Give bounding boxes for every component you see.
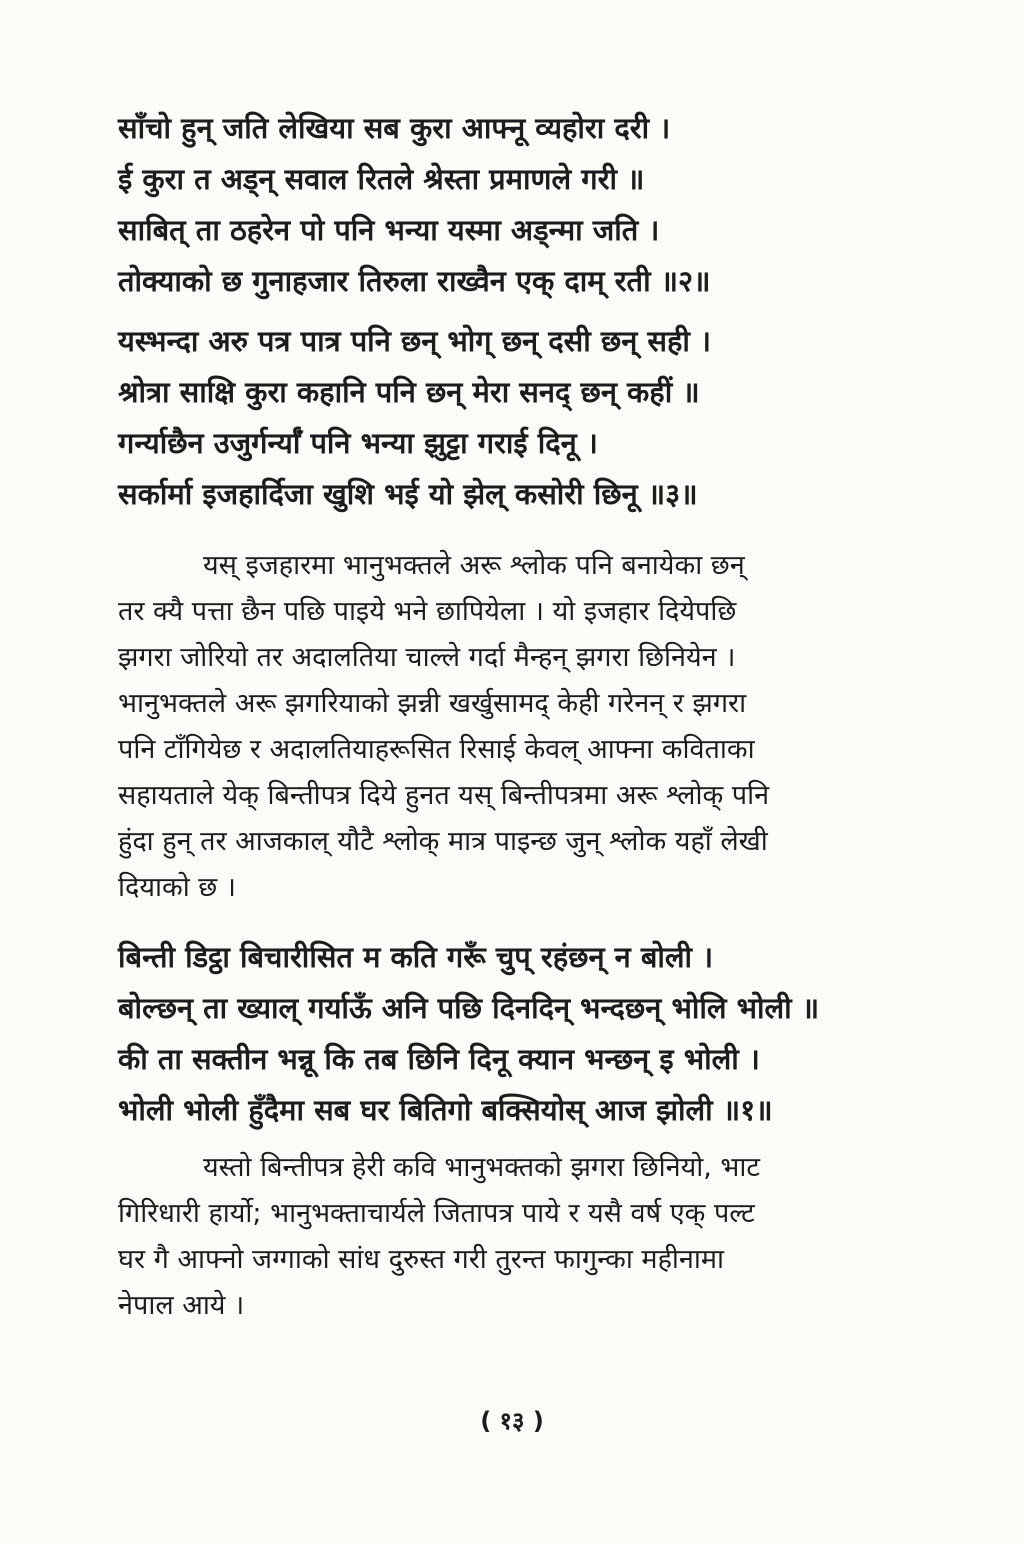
paragraph-1 — [118, 543, 910, 911]
verse-line: तोक्याको छ गुनाहजार तिरुला राख्वैन एक् दाम् रती ॥२॥ — [118, 264, 711, 298]
paragraph-line: तर क्यै पत्ता छैन पछि पाइये भने छापियेला । यो इजहार दियेपछि — [118, 596, 737, 627]
verse-line: साबित् ता ठहरेन पो पनि भन्या यस्मा अड्न्मा जति । — [118, 213, 660, 247]
verse-line: भोली भोली हुँदैमा सब घर बितिगो बक्सियोस् आज झोली ॥१॥ — [118, 1093, 773, 1127]
verse-line: बोल्छन् ता ख्याल् गर्याऊँ अनि पछि दिनदिन् भन्दछन् भोलि भोली ॥ — [118, 991, 820, 1025]
verse-line: श्रोत्रा साक्षि कुरा कहानि पनि छन् मेरा सनद् छन् कहीं ॥ — [118, 375, 700, 409]
verse-line: ई कुरा त अड्न् सवाल रितले श्रेस्ता प्रमाणले गरी ॥ — [118, 162, 645, 196]
verse-3 — [118, 316, 918, 520]
verse-line: साँचो हुन् जति लेखिया सब कुरा आफ्नू व्यहोरा दरी । — [118, 111, 671, 145]
verse-line: सर्कार्मा इजहार्दिजा खुशि भई यो झेल् कसोरी छिनू ॥३॥ — [118, 477, 698, 511]
verse-1 — [118, 932, 918, 1136]
paragraph-2 — [118, 1145, 910, 1329]
paragraph-line: घर गै आफ्नो जग्गाको सांध दुरुस्त गरी तुरन्त फागुन्का महीनामा — [118, 1244, 725, 1275]
paragraph-line: झगरा जोरियो तर अदालतिया चाल्ले गर्दा मैन्हन् झगरा छिनियेन । — [118, 642, 736, 673]
verse-line: बिन्ती डिट्ठा बिचारीसित म कति गरूँ चुप् रहंछन् न बोली । — [118, 940, 714, 974]
verse-2 — [118, 103, 918, 307]
paragraph-line: सहायताले येक् बिन्तीपत्र दिये हुनत यस् बिन्तीपत्रमा अरू श्लोक् पनि — [118, 780, 770, 811]
verse-line: यस्भन्दा अरु पत्र पात्र पनि छन् भोग् छन् दसी छन् सही । — [118, 324, 711, 358]
paragraph-line: हुंदा हुन् तर आजकाल् यौटै श्लोक् मात्र पाइन्छ जुन् श्लोक यहाँ लेखी — [118, 826, 768, 857]
page-number: ( १३ ) — [480, 1407, 544, 1435]
paragraph-line: भानुभक्तले अरू झगरियाको झन्नी खर्खुसामद् केही गरेनन् र झगरा — [118, 688, 747, 719]
paragraph-line: यस्तो बिन्तीपत्र हेरी कवि भानुभक्तको झगरा छिनियो, भाट — [203, 1152, 760, 1183]
paragraph-line: पनि टाँगियेछ र अदालतियाहरूसित रिसाई केवल् आफ्ना कविताका — [118, 734, 755, 765]
paragraph-line: यस् इजहारमा भानुभक्तले अरू श्लोक पनि बनायेका छन् — [203, 550, 745, 581]
paragraph-line: नेपाल आये । — [118, 1290, 245, 1321]
verse-line: की ता सक्तीन भन्नू कि तब छिनि दिनू क्यान भन्छन् इ भोली । — [118, 1042, 760, 1076]
verse-line: गर्न्याछैन उजुर्गर्न्याँ पनि भन्या झुट्टा गराई दिनू । — [118, 426, 598, 460]
paragraph-line: दियाको छ । — [118, 872, 237, 903]
paragraph-line: गिरिधारी हार्यो; भानुभक्ताचार्यले जितापत्र पाये र यसै वर्ष एक् पल्ट — [118, 1198, 755, 1229]
